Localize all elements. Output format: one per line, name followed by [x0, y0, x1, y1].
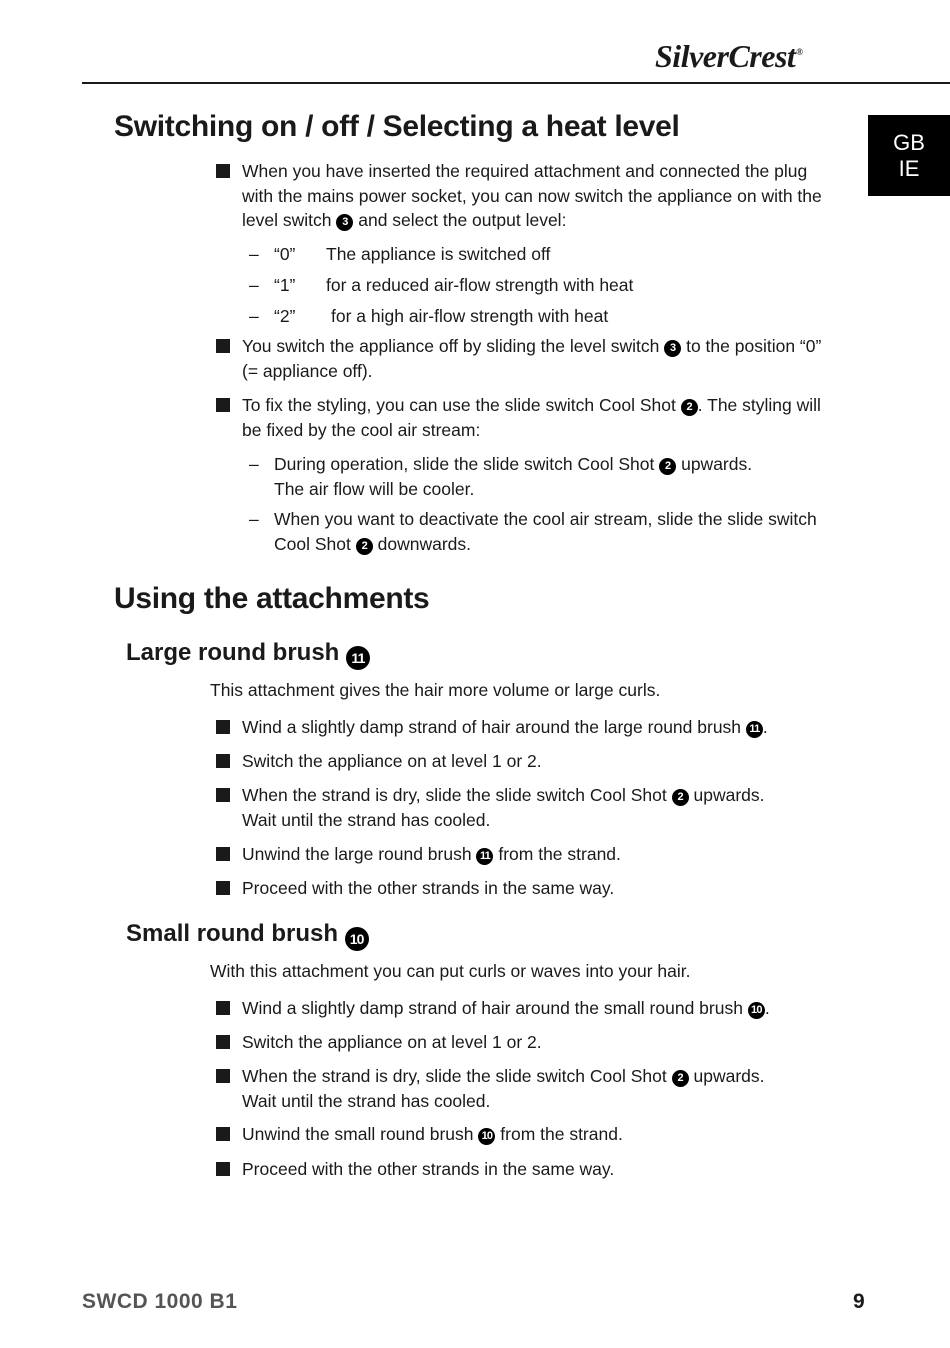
dash-marker: – [249, 509, 259, 529]
dash-marker: – [249, 454, 259, 474]
text-span: from the strand. [500, 1124, 623, 1144]
language-tab [868, 115, 950, 196]
ref-number-10: 10 [345, 927, 369, 951]
bullet-marker [216, 1162, 230, 1176]
text-span: level switch [242, 210, 332, 230]
text-line [242, 208, 822, 233]
text-span: You switch the appliance off by sliding the level switch [242, 336, 660, 356]
bullet-fix-styling [242, 393, 821, 442]
subsection-title-large-brush [126, 639, 370, 670]
level-text: The appliance is switched off [326, 244, 551, 264]
section-title-switching: Switching on / off / Selecting a heat level [114, 110, 680, 143]
ref-number-2: 2 [672, 1070, 689, 1087]
small-bullet-wind [242, 996, 770, 1021]
large-bullet-switch-on: Switch the appliance on at level 1 or 2. [242, 751, 542, 771]
small-brush-intro: With this attachment you can put curls or waves into your hair. [210, 961, 691, 981]
large-bullet-unwind [242, 842, 621, 867]
text-span: upwards. [681, 454, 753, 474]
large-bullet-strand-dry [242, 783, 765, 832]
text-line [242, 1064, 765, 1089]
level-item-2 [274, 304, 608, 329]
text-span: Unwind the small round brush [242, 1124, 474, 1144]
bullet-marker [216, 164, 230, 178]
text-span: upwards. [693, 785, 765, 805]
text-span: When the strand is dry, slide the slide switch Cool Shot [242, 785, 667, 805]
bullet-marker [216, 398, 230, 412]
bullet-marker [216, 788, 230, 802]
text-line: Wait until the strand has cooled. [242, 1090, 491, 1111]
dash-marker: – [249, 275, 259, 295]
bullet-marker [216, 881, 230, 895]
level-text: for a high air-flow strength with heat [331, 306, 609, 326]
large-bullet-proceed: Proceed with the other strands in the same way. [242, 878, 615, 898]
bullet-marker [216, 1035, 230, 1049]
text-span: Cool Shot [274, 533, 351, 554]
dash-item-deactivate [274, 507, 817, 556]
bullet-marker [216, 847, 230, 861]
ref-number-2: 2 [356, 538, 373, 555]
text-line: When you want to deactivate the cool air stream, slide the slide switch [274, 509, 817, 529]
text-line [242, 393, 821, 418]
subsection-title-text: Large round brush [126, 639, 340, 666]
ref-number-2: 2 [659, 458, 676, 475]
bullet-inserted-attachment [242, 159, 822, 233]
text-span: to the position “0” [686, 336, 822, 356]
language-tab-ie: IE [898, 155, 920, 181]
text-span: from the strand. [498, 844, 621, 864]
text-span: Unwind the large round brush [242, 844, 472, 864]
level-item-1 [274, 273, 633, 298]
ref-number-3: 3 [664, 340, 681, 357]
text-line [242, 334, 821, 359]
dash-marker: – [249, 306, 259, 326]
large-brush-intro: This attachment gives the hair more volume or large curls. [210, 680, 661, 700]
text-span: To fix the styling, you can use the slide switch Cool Shot [242, 395, 676, 415]
text-span: upwards. [693, 1066, 765, 1086]
ref-number-2: 2 [672, 789, 689, 806]
level-code: “0” [274, 244, 296, 264]
ref-number-2: 2 [681, 399, 698, 416]
bullet-switch-off [242, 334, 821, 383]
text-line: be fixed by the cool air stream: [242, 419, 481, 440]
ref-number-11: 11 [346, 646, 370, 670]
text-span: When the strand is dry, slide the slide switch Cool Shot [242, 1066, 667, 1086]
brand-name: SilverCrest [655, 38, 796, 74]
ref-number-3: 3 [336, 214, 353, 231]
bullet-marker [216, 1127, 230, 1141]
footer-model-number: SWCD 1000 B1 [82, 1290, 238, 1313]
text-line: with the mains power socket, you can now switch the appliance on with the [242, 185, 822, 206]
level-code: “2” [274, 306, 296, 326]
bullet-marker [216, 1069, 230, 1083]
text-line: When you have inserted the required attachment and connected the plug [242, 161, 808, 181]
ref-number-10: 10 [748, 1002, 765, 1019]
text-line: The air flow will be cooler. [274, 478, 475, 499]
dash-marker: – [249, 244, 259, 264]
large-bullet-wind [242, 715, 768, 740]
bullet-marker [216, 754, 230, 768]
text-span: Wind a slightly damp strand of hair around the small round brush [242, 998, 743, 1018]
level-code: “1” [274, 275, 296, 295]
level-item-0 [274, 242, 550, 267]
bullet-marker [216, 339, 230, 353]
bullet-marker [216, 1001, 230, 1015]
registered-mark: ® [796, 47, 803, 58]
dash-item-operation [274, 452, 752, 501]
level-text: for a reduced air-flow strength with heat [326, 275, 634, 295]
subsection-title-small-brush [126, 920, 369, 951]
text-span: downwards. [377, 533, 471, 554]
header-rule [82, 82, 950, 84]
ref-number-11: 11 [476, 848, 493, 865]
small-bullet-proceed: Proceed with the other strands in the same way. [242, 1159, 615, 1179]
text-line [274, 452, 752, 477]
subsection-title-text: Small round brush [126, 920, 339, 947]
text-span: During operation, slide the slide switch Cool Shot [274, 454, 655, 474]
text-line: Wait until the strand has cooled. [242, 809, 491, 830]
text-span: and select the output level: [358, 210, 567, 230]
bullet-marker [216, 720, 230, 734]
ref-number-11: 11 [746, 721, 763, 738]
footer-page-number: 9 [853, 1290, 865, 1313]
text-span: . The styling will [697, 395, 821, 415]
language-tab-gb: GB [893, 129, 925, 155]
brand-logo [655, 38, 803, 75]
text-span: . [764, 998, 770, 1018]
ref-number-10: 10 [478, 1128, 495, 1145]
text-span: Wind a slightly damp strand of hair around the large round brush [242, 717, 742, 737]
text-span: . [762, 717, 768, 737]
small-bullet-strand-dry [242, 1064, 765, 1113]
section-title-attachments: Using the attachments [114, 582, 430, 615]
small-bullet-switch-on: Switch the appliance on at level 1 or 2. [242, 1032, 542, 1052]
text-line: (= appliance off). [242, 360, 373, 381]
text-line [242, 783, 765, 808]
small-bullet-unwind [242, 1122, 623, 1147]
text-line [274, 532, 817, 557]
